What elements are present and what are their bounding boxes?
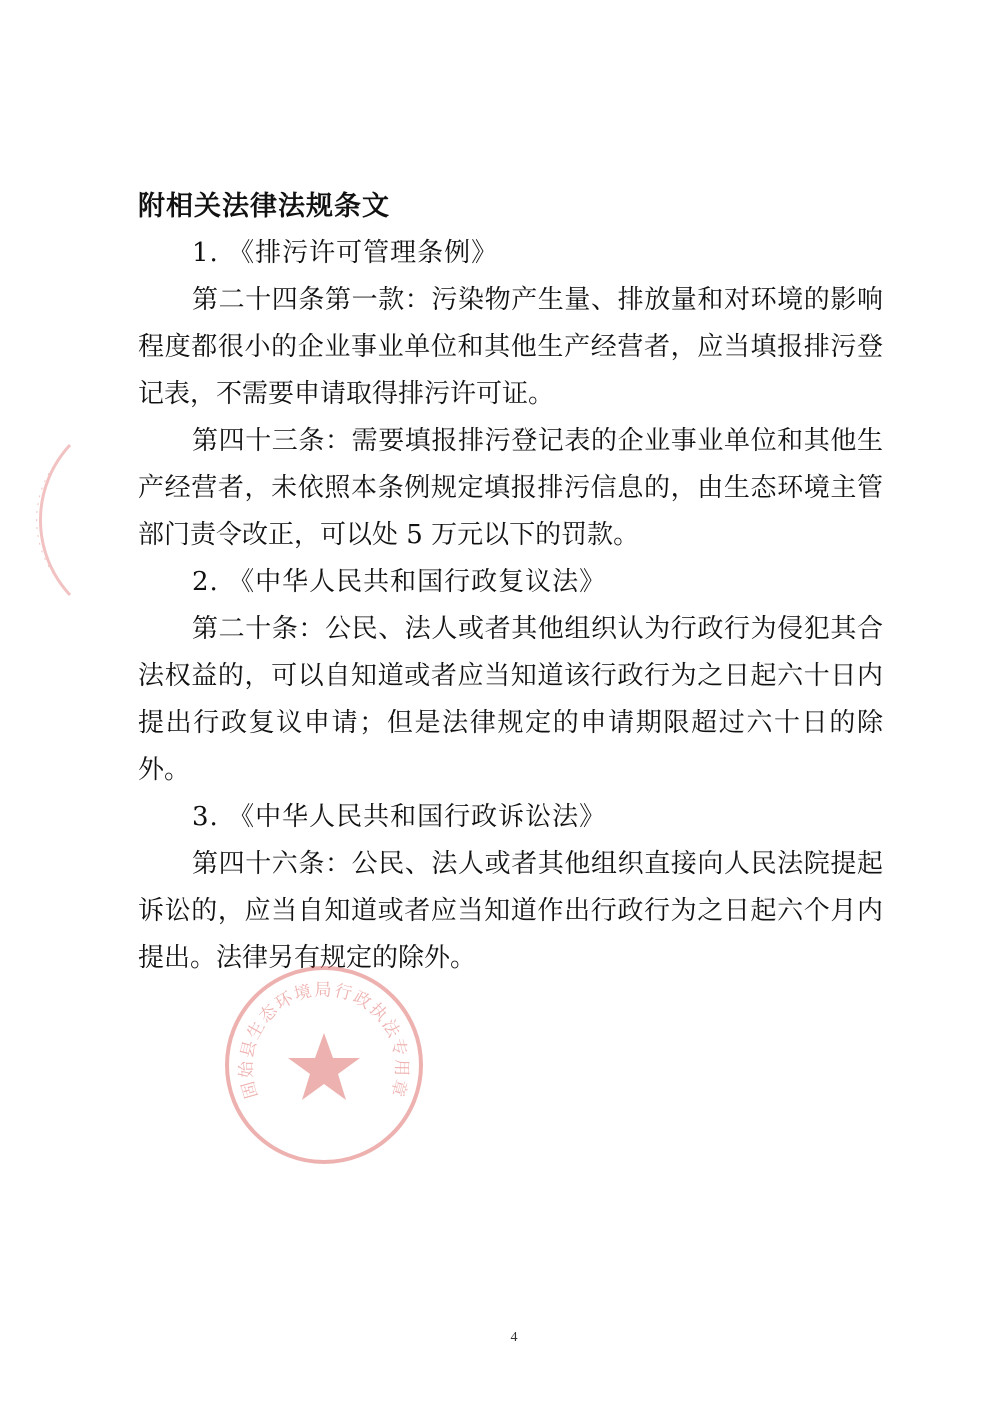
- law2-article-line-1: 第二十条：公民、法人或者其他组织认为行政行为侵犯其合: [192, 614, 883, 644]
- law3-article-line-2: 诉讼的，应当自知道或者应当知道作出行政行为之日起六个月内: [138, 896, 883, 926]
- star-icon: [288, 1033, 360, 1100]
- law2-article-line-2: 法权益的，可以自知道或者应当知道该行政行为之日起六十日内: [138, 661, 883, 691]
- seal-text: 固始县生态环境局行政执法专用章: [236, 980, 412, 1101]
- law2-article-line-4: 外。: [138, 755, 191, 785]
- law3-article-line-1: 第四十六条：公民、法人或者其他组织直接向人民法院提起: [192, 849, 883, 879]
- law-title-1: 1. 《排污许可管理条例》: [192, 238, 499, 268]
- document-heading: 附相关法律法规条文: [138, 191, 390, 222]
- document-body: [138, 183, 883, 982]
- law3-article-line-3: 提出。法律另有规定的除外。: [138, 943, 477, 973]
- edge-seal-fragment: [0, 440, 80, 600]
- law-title-3: 3. 《中华人民共和国行政诉讼法》: [192, 802, 607, 832]
- law-title-2: 2. 《中华人民共和国行政复议法》: [192, 567, 607, 597]
- page-number: 4: [510, 1330, 518, 1345]
- law1-article-a-line-3: 记表，不需要申请取得排污许可证。: [138, 379, 555, 409]
- law2-article-line-3: 提出行政复议申请；但是法律规定的申请期限超过六十日的除: [138, 708, 883, 738]
- law1-article-a-line-2: 程度都很小的企业事业单位和其他生产经营者，应当填报排污登: [138, 332, 883, 362]
- law1-article-a-line-1: 第二十四条第一款：污染物产生量、排放量和对环境的影响: [192, 285, 883, 315]
- law1-article-b-line-3: 部门责令改正，可以处 5 万元以下的罚款。: [138, 520, 640, 550]
- law1-article-b-line-1: 第四十三条：需要填报排污登记表的企业事业单位和其他生: [192, 426, 883, 456]
- official-seal: [222, 963, 426, 1167]
- law1-article-b-line-2: 产经营者，未依照本条例规定填报排污信息的，由生态环境主管: [138, 473, 883, 503]
